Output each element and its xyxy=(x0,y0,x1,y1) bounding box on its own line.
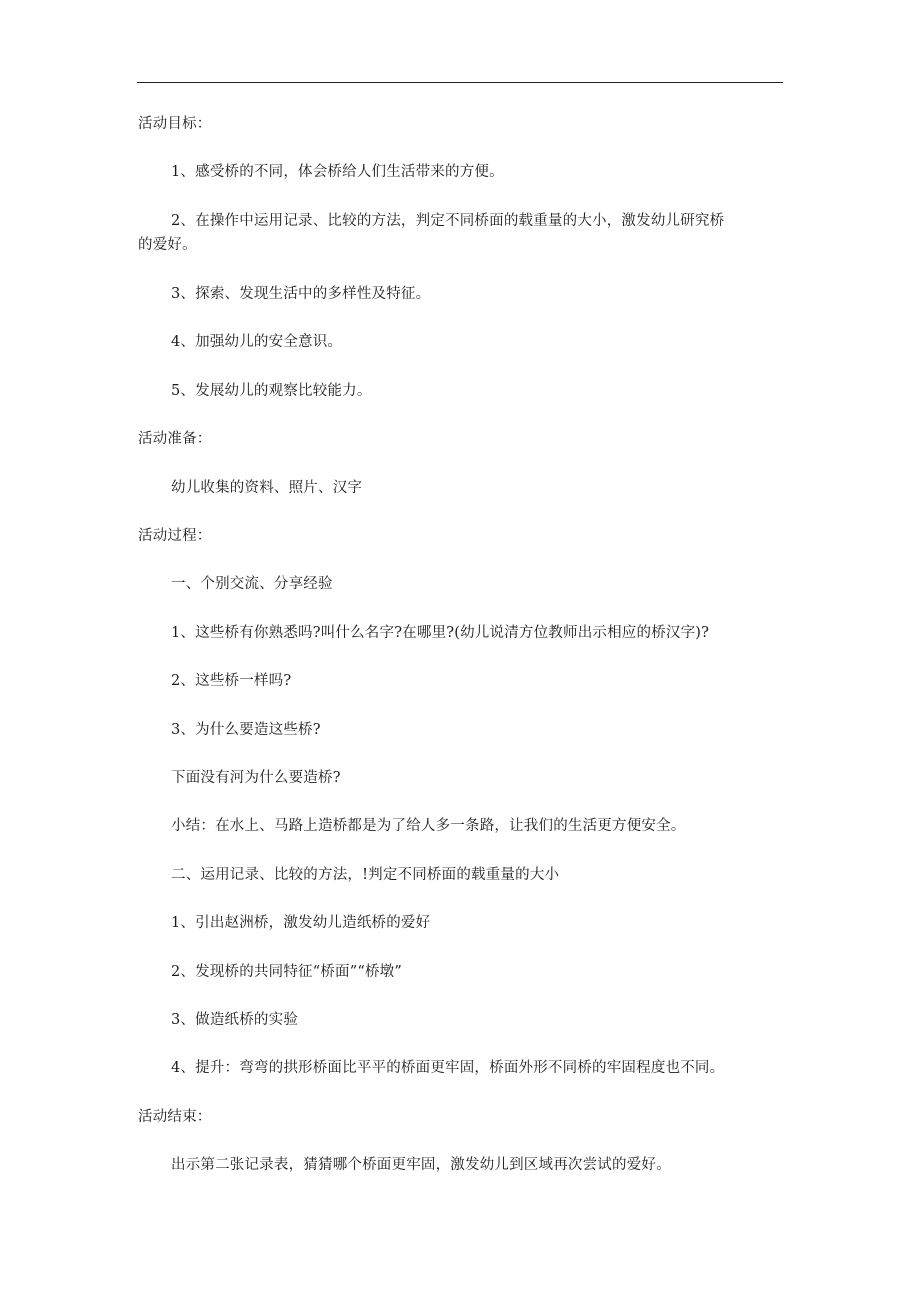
process-summary: 小结：在水上、马路上造桥都是为了给人多一条路，让我们的生活更方便安全。 xyxy=(171,818,686,834)
goal-item-2: 2、在操作中运用记录、比较的方法，判定不同桥面的载重量的大小，激发幼儿研究桥 xyxy=(171,213,725,229)
process-item: 3、做造纸桥的实验 xyxy=(171,1012,299,1028)
goal-item-4: 4、加强幼儿的安全意识。 xyxy=(171,334,343,350)
section-heading-process: 活动过程： xyxy=(138,528,212,544)
conclusion-item: 出示第二张记录表，猜猜哪个桥面更牢固，激发幼儿到区域再次尝试的爱好。 xyxy=(171,1157,671,1173)
process-item: 4、提升：弯弯的拱形桥面比平平的桥面更牢固，桥面外形不同桥的牢固程度也不同。 xyxy=(171,1060,725,1076)
process-item: 1、这些桥有你熟悉吗?叫什么名字?在哪里?(幼儿说清方位教师出示相应的桥汉字)? xyxy=(171,625,710,641)
goal-item-3: 3、探索、发现生活中的多样性及特征。 xyxy=(171,286,431,302)
process-part-2-title: 二、运用记录、比较的方法，!判定不同桥面的载重量的大小 xyxy=(171,867,560,883)
preparation-item: 幼儿收集的资料、照片、汉字 xyxy=(171,480,363,496)
goal-item-5: 5、发展幼儿的观察比较能力。 xyxy=(171,383,372,399)
section-heading-goals: 活动目标： xyxy=(138,116,212,132)
process-item: 3、为什么要造这些桥? xyxy=(171,722,321,738)
process-item: 2、发现桥的共同特征“桥面”“桥墩” xyxy=(171,964,402,980)
process-item: 2、这些桥一样吗? xyxy=(171,673,292,689)
section-heading-conclusion: 活动结束： xyxy=(138,1109,212,1125)
goal-item-1: 1、感受桥的不同，体会桥给人们生活带来的方便。 xyxy=(171,164,504,180)
process-item: 下面没有河为什么要造桥? xyxy=(171,770,341,786)
process-part-1-title: 一、个别交流、分享经验 xyxy=(171,576,333,592)
section-heading-preparation: 活动准备： xyxy=(138,431,212,447)
goal-item-2-continued: 的爱好。 xyxy=(138,237,197,253)
header-rule xyxy=(137,82,783,83)
process-item: 1、引出赵洲桥，激发幼儿造纸桥的爱好 xyxy=(171,915,431,931)
